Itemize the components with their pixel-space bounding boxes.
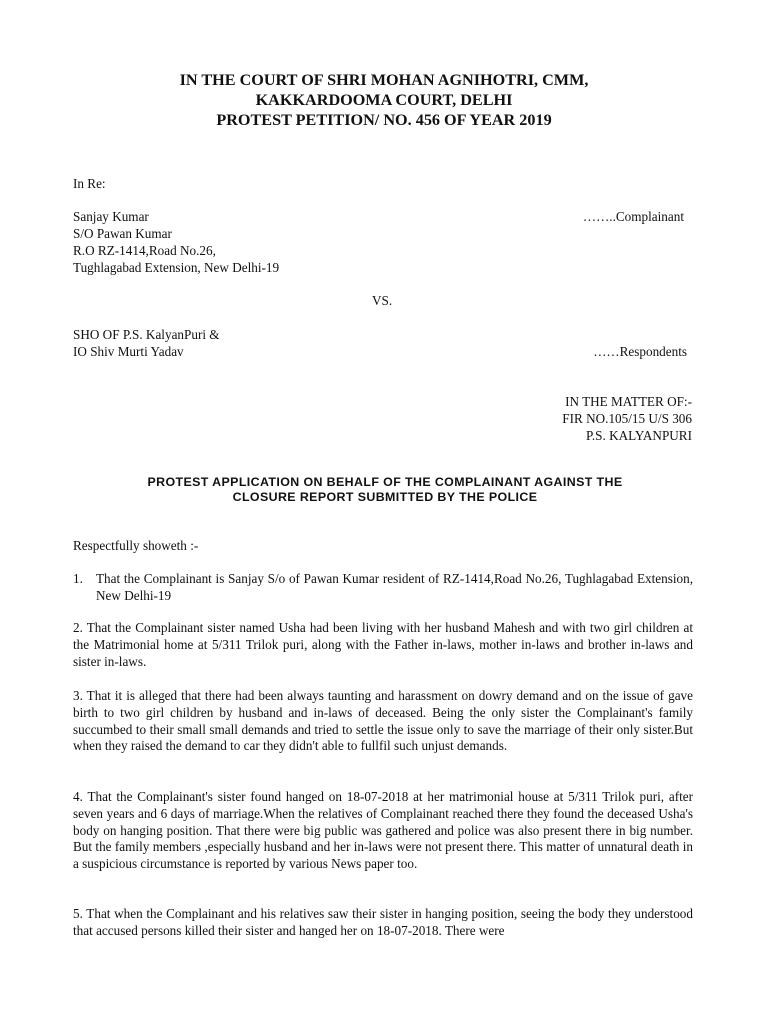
paragraph-4: 4. That the Complainant's sister found hanged on 18-07-2018 at her matrimonial house at 5/311 Trilok puri, after seven years and 6 days of marriage.When the relatives of Complainant reached there they found the deceased Usha's body on hanging position. That there were big public was gathered and police was also present there in big number. But the family members ,especially husband and her in-laws were not present there. This matter of unnatural death in a suspicious circumstance is reported by various News paper too. bbox=[73, 789, 693, 872]
paragraph-3: 3. That it is alleged that there had been always taunting and harassment on dowry demand and on the issue of gave birth to two girl children by husband and in-laws of deceased. Being the only sister the Complainant's family succumbed to their small small demands and tried to settle the issue only to save the marriage of their only sister.But when they raised the demand to car they didn't able to fullfil such unjust demands. bbox=[73, 688, 693, 754]
respondent-line-2: IO Shiv Murti Yadav bbox=[73, 344, 184, 359]
court-heading-line-1: IN THE COURT OF SHRI MOHAN AGNIHOTRI, CMM, bbox=[179, 71, 589, 89]
police-station: P.S. KALYANPURI bbox=[585, 428, 692, 443]
in-re-label: In Re: bbox=[73, 176, 106, 191]
petition-number-heading: PROTEST PETITION/ NO. 456 OF YEAR 2019 bbox=[216, 111, 552, 129]
paragraph-1: That the Complainant is Sanjay S/o of Pawan Kumar resident of RZ-1414,Road No.26, Tughlagabad Extension, New Delhi-19 bbox=[96, 571, 693, 603]
versus-label: VS. bbox=[372, 293, 393, 308]
complainant-address-line-1: R.O RZ-1414,Road No.26, bbox=[73, 243, 216, 258]
subject-line-1: PROTEST APPLICATION ON BEHALF OF THE COMPLAINANT AGAINST THE bbox=[147, 475, 623, 489]
respondents-role: ……Respondents bbox=[593, 344, 687, 359]
paragraph-1-number: 1. bbox=[73, 571, 83, 586]
salutation: Respectfully showeth :- bbox=[73, 538, 199, 553]
complainant-parent: S/O Pawan Kumar bbox=[73, 226, 172, 241]
paragraph-2: 2. That the Complainant sister named Usha had been living with her husband Mahesh and with two girl children at the Matrimonial home at 5/311 Trilok puri, along with the Father in-laws, mother in-laws and brother in-laws and sister in-laws. bbox=[73, 620, 693, 669]
fir-number: FIR NO.105/15 U/S 306 bbox=[562, 411, 692, 426]
complainant-name: Sanjay Kumar bbox=[73, 209, 149, 224]
matter-of-label: IN THE MATTER OF:- bbox=[565, 394, 692, 409]
complainant-role: ……..Complainant bbox=[582, 209, 684, 224]
court-heading-line-2: KAKKARDOOMA COURT, DELHI bbox=[255, 91, 513, 109]
subject-line-2: CLOSURE REPORT SUBMITTED BY THE POLICE bbox=[232, 490, 538, 504]
paragraph-5: 5. That when the Complainant and his relatives saw their sister in hanging position, seeing the body they understood that accused persons killed their sister and hanged her on 18-07-2018. There were bbox=[73, 906, 693, 938]
complainant-address-line-2: Tughlagabad Extension, New Delhi-19 bbox=[73, 260, 280, 275]
respondent-line-1: SHO OF P.S. KalyanPuri & bbox=[73, 327, 220, 342]
